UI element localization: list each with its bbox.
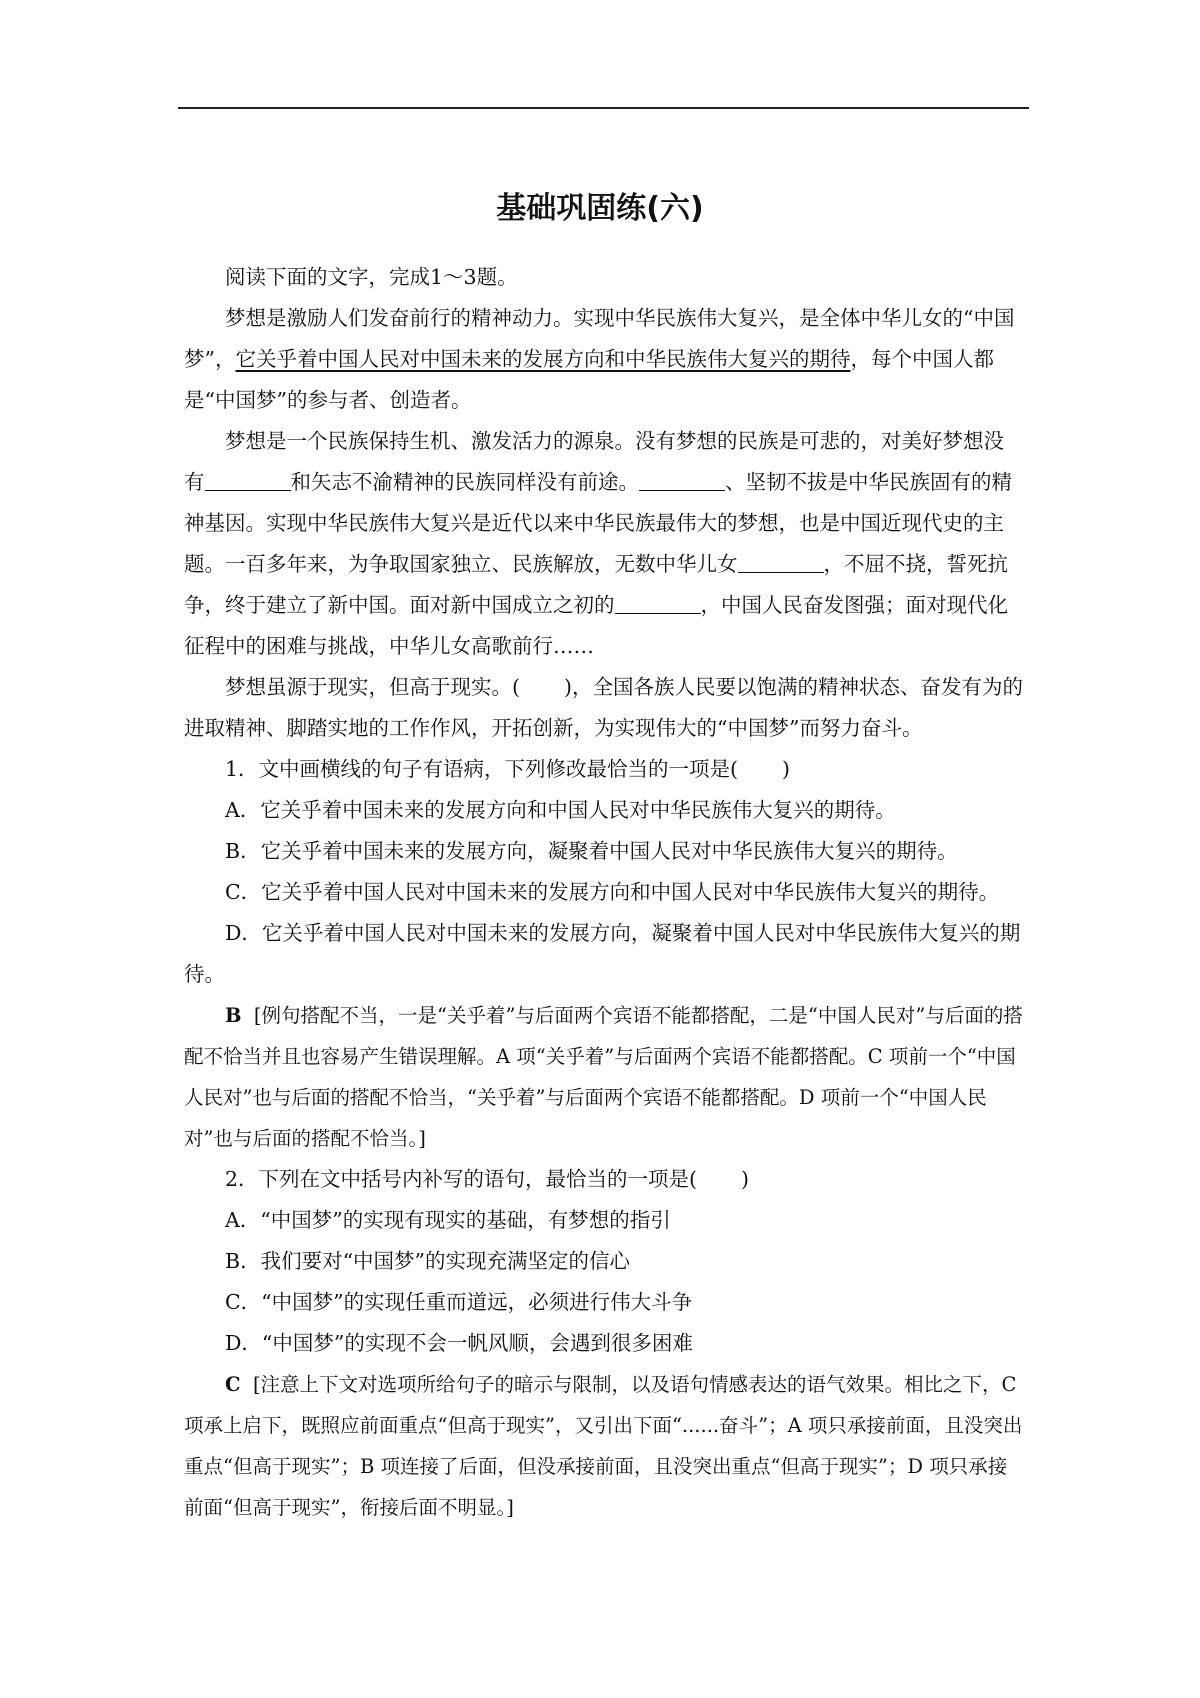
blank-1 [205, 470, 291, 491]
blank-2 [639, 470, 725, 491]
p2-text-d: ，不屈不挠，誓死抗争，终于建立了新中国。面对新中国成立之初的 [184, 552, 1008, 617]
passage-paragraph-1 [184, 298, 1024, 421]
q2-option-a: A．“中国梦”的实现有现实的基础，有梦想的指引 [225, 1208, 671, 1232]
q1-stem-close: ) [782, 757, 791, 781]
q1-option-c: C．它关乎着中国人民对中国未来的发展方向和中国人民对中华民族伟大复兴的期待。 [225, 880, 1000, 904]
q2-answer: C [225, 1373, 241, 1396]
p2-text-e: ，中国人民奋发图强；面对现代化征程中的困难与挑战，中华儿女高歌前行…… [184, 593, 1008, 658]
q2-option-c: C．“中国梦”的实现任重而道远，必须进行伟大斗争 [225, 1290, 693, 1314]
header-rule [178, 107, 1029, 109]
p2-text-a: 梦想是一个民族保持生机、激发活力的源泉。没有梦想的民族是可悲的，对美好梦想没有 [184, 429, 1004, 494]
p2-text-b: 和矢志不渝精神的民族同样没有前途。 [290, 470, 639, 494]
q1-option-b: B．它关乎着中国未来的发展方向，凝聚着中国人民对中华民族伟大复兴的期待。 [225, 839, 958, 863]
q2-explanation: [注意上下文对选项所给句子的暗示与限制，以及语句情感表达的语气效果。相比之下，C 项承上启下，既照应前面重点“但高于现实”，又引出下面“......奋斗”；A 项只承接前面，且没突出重点“但高于现实”；B 项连接了后面，但没承接前面，且没突出重点“但高于现实”；D 项只承接前面“但高于现实”，衔接后面不明显。] [184, 1373, 1023, 1519]
page-title: 基础巩固练(六) [496, 191, 704, 226]
q1-stem-text: 1．文中画横线的句子有语病，下列修改最恰当的一项是( [225, 757, 739, 781]
q1-answer: B [225, 1004, 242, 1027]
q2-stem-text: 2．下列在文中括号内补写的语句，最恰当的一项是( [225, 1167, 698, 1191]
q2-option-d: D．“中国梦”的实现不会一帆风顺，会遇到很多困难 [225, 1331, 693, 1355]
question-2-stem [184, 1159, 1024, 1200]
instruction: 阅读下面的文字，完成1～3题。 [225, 265, 518, 289]
p3-text-a: 梦想虽源于现实，但高于现实。( [225, 675, 520, 699]
q2-option-b: B．我们要对“中国梦”的实现充满坚定的信心 [225, 1249, 631, 1273]
document-body [184, 257, 1024, 1528]
blank-3 [738, 552, 824, 573]
q2-answer-explanation [184, 1364, 1024, 1528]
q1-option-d: D．它关乎着中国人民对中国未来的发展方向，凝聚着中国人民对中华民族伟大复兴的期待。 [184, 921, 1021, 986]
passage-paragraph-2 [184, 421, 1024, 667]
p1-text-a: 梦想是激励人们发奋前行的精神动力。实现中华民族伟大复兴，是全体中华儿女的“中国梦”， [184, 306, 1015, 371]
blank-4 [615, 593, 701, 614]
q1-answer-explanation [184, 995, 1024, 1159]
p3-text-b: )，全国各族人民要以饱满的精神状态、奋发有为的进取精神、脚踏实地的工作作风，开拓创新，为实现伟大的“中国梦”而努力奋斗。 [184, 675, 1023, 740]
q2-stem-close: ) [741, 1167, 750, 1191]
q1-option-a: A．它关乎着中国未来的发展方向和中国人民对中华民族伟大复兴的期待。 [225, 798, 896, 822]
question-1-stem [184, 749, 1024, 790]
p2-text-c: 、坚韧不拔是中华民族固有的精神基因。实现中华民族伟大复兴是近代以来中华民族最伟大的梦想，也是中国近现代史的主题。一百多年来，为争取国家独立、民族解放，无数中华儿女 [184, 470, 1012, 576]
passage-paragraph-3 [184, 667, 1024, 749]
underlined-sentence: 它关乎着中国人民对中国未来的发展方向和中华民族伟大复兴的期待 [235, 347, 851, 371]
p1-text-b: ，每个中国人都是“中国梦”的参与者、创造者。 [184, 347, 994, 412]
q1-explanation: [例句搭配不当，一是“关乎着”与后面两个宾语不能都搭配，二是“中国人民对”与后面的搭配不恰当并且也容易产生错误理解。A 项“关乎着”与后面两个宾语不能都搭配。C 项前一个“中国人民对”也与后面的搭配不恰当，“关乎着”与后面两个宾语不能都搭配。D 项前一个“中国人民对”也与后面的搭配不恰当。] [184, 1004, 1023, 1150]
